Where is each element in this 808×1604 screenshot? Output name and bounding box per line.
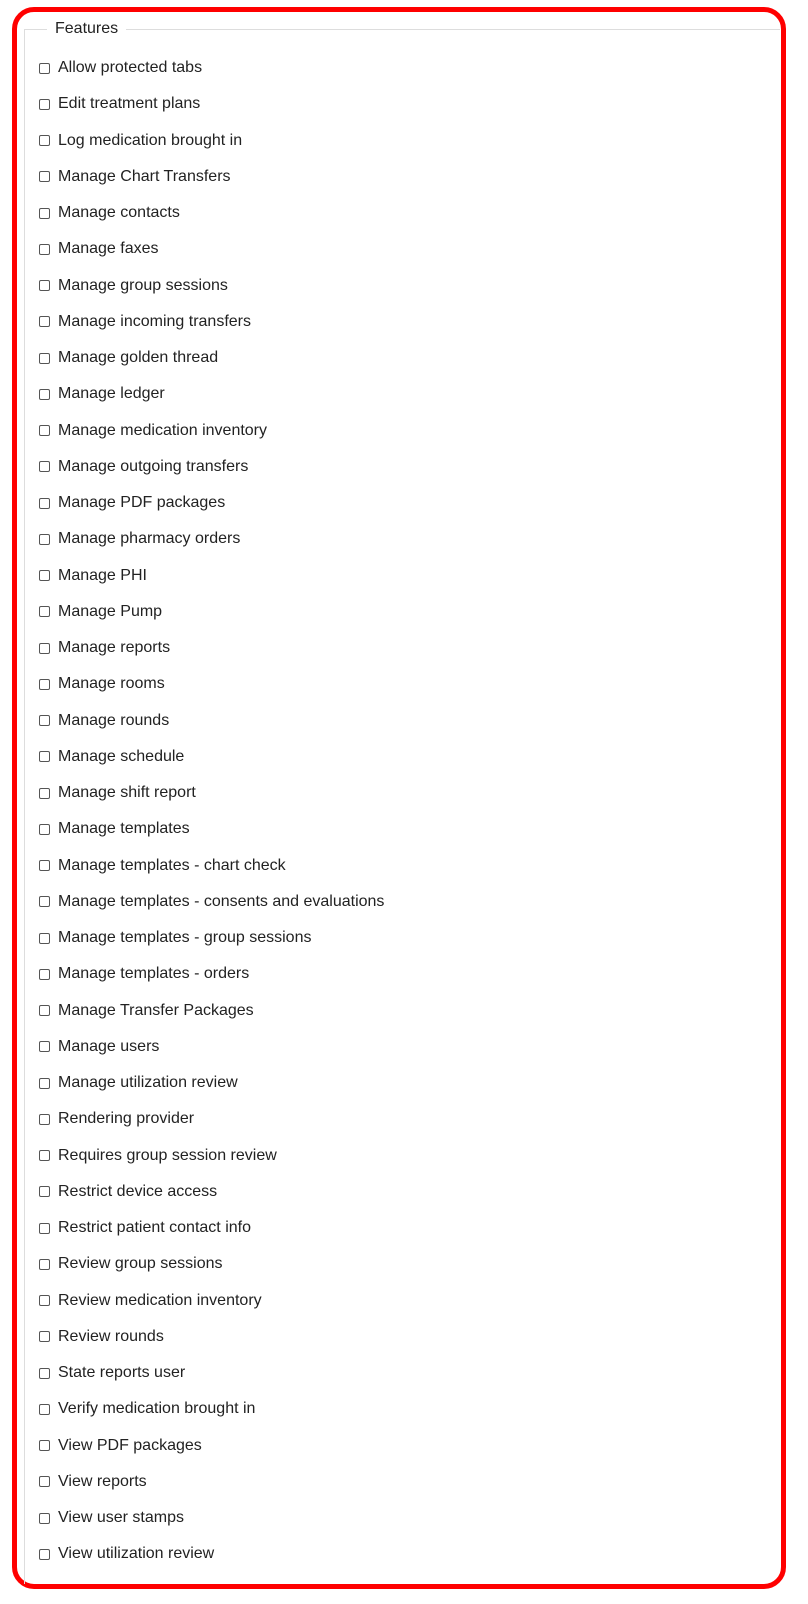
- feature-checkbox[interactable]: [39, 498, 50, 509]
- feature-checkbox[interactable]: [39, 1259, 50, 1270]
- feature-option[interactable]: [39, 1210, 384, 1246]
- feature-label[interactable]: Edit treatment plans: [58, 95, 201, 113]
- feature-option[interactable]: [39, 485, 384, 521]
- feature-label[interactable]: View utilization review: [58, 1545, 215, 1563]
- feature-label[interactable]: View PDF packages: [58, 1436, 202, 1454]
- feature-option[interactable]: [39, 1464, 384, 1500]
- feature-option[interactable]: [39, 1500, 384, 1536]
- feature-checkbox[interactable]: [39, 244, 50, 255]
- feature-option[interactable]: [39, 1246, 384, 1282]
- feature-checkbox[interactable]: [39, 1150, 50, 1161]
- feature-label[interactable]: Rendering provider: [58, 1110, 195, 1128]
- feature-option[interactable]: [39, 775, 384, 811]
- feature-option[interactable]: [39, 340, 384, 376]
- feature-checkbox[interactable]: [39, 715, 50, 726]
- feature-checkbox[interactable]: [39, 1368, 50, 1379]
- feature-label[interactable]: Manage reports: [58, 639, 171, 657]
- feature-checkbox[interactable]: [39, 1549, 50, 1560]
- feature-checkbox[interactable]: [39, 135, 50, 146]
- feature-label[interactable]: Manage medication inventory: [58, 421, 268, 439]
- feature-option[interactable]: [39, 159, 384, 195]
- feature-label[interactable]: Log medication brought in: [58, 131, 243, 149]
- feature-label[interactable]: Allow protected tabs: [58, 59, 203, 77]
- feature-label[interactable]: Manage Chart Transfers: [58, 167, 231, 185]
- feature-label[interactable]: State reports user: [58, 1364, 186, 1382]
- feature-checkbox[interactable]: [39, 1186, 50, 1197]
- feature-option[interactable]: [39, 1391, 384, 1427]
- feature-checkbox[interactable]: [39, 1476, 50, 1487]
- feature-checkbox[interactable]: [39, 1041, 50, 1052]
- feature-checkbox[interactable]: [39, 788, 50, 799]
- feature-checkbox[interactable]: [39, 1513, 50, 1524]
- feature-label[interactable]: Manage users: [58, 1037, 160, 1055]
- feature-label[interactable]: View user stamps: [58, 1509, 184, 1527]
- feature-option[interactable]: [39, 376, 384, 412]
- feature-label[interactable]: Manage pharmacy orders: [58, 530, 241, 548]
- feature-checkbox[interactable]: [39, 1440, 50, 1451]
- feature-option[interactable]: [39, 848, 384, 884]
- feature-option[interactable]: [39, 666, 384, 702]
- feature-label[interactable]: Verify medication brought in: [58, 1400, 256, 1418]
- feature-checkbox[interactable]: [39, 679, 50, 690]
- feature-label[interactable]: Review rounds: [58, 1327, 164, 1345]
- feature-checkbox[interactable]: [39, 751, 50, 762]
- feature-option[interactable]: [39, 739, 384, 775]
- feature-label[interactable]: Manage contacts: [58, 204, 180, 222]
- feature-option[interactable]: [39, 594, 384, 630]
- feature-label[interactable]: Manage ledger: [58, 385, 165, 403]
- feature-label[interactable]: Manage Transfer Packages: [58, 1001, 254, 1019]
- feature-checkbox[interactable]: [39, 824, 50, 835]
- feature-option[interactable]: [39, 884, 384, 920]
- feature-option[interactable]: [39, 195, 384, 231]
- feature-option[interactable]: [39, 1283, 384, 1319]
- feature-option[interactable]: [39, 268, 384, 304]
- feature-option[interactable]: [39, 811, 384, 847]
- features-fieldset: [24, 20, 780, 1584]
- feature-checkbox[interactable]: [39, 1404, 50, 1415]
- feature-checkbox[interactable]: [39, 280, 50, 291]
- feature-checkbox[interactable]: [39, 1295, 50, 1306]
- feature-checkbox[interactable]: [39, 969, 50, 980]
- feature-option[interactable]: [39, 1355, 384, 1391]
- feature-checkbox[interactable]: [39, 425, 50, 436]
- feature-label[interactable]: Manage incoming transfers: [58, 312, 251, 330]
- feature-checkbox[interactable]: [39, 643, 50, 654]
- feature-checkbox[interactable]: [39, 570, 50, 581]
- feature-label[interactable]: Manage golden thread: [58, 349, 219, 367]
- feature-checkbox[interactable]: [39, 208, 50, 219]
- feature-checkbox[interactable]: [39, 99, 50, 110]
- feature-label[interactable]: Manage utilization review: [58, 1074, 238, 1092]
- feature-option[interactable]: [39, 1174, 384, 1210]
- feature-option[interactable]: [39, 1536, 384, 1572]
- feature-checkbox[interactable]: [39, 171, 50, 182]
- feature-label[interactable]: Manage group sessions: [58, 276, 228, 294]
- feature-checkbox[interactable]: [39, 606, 50, 617]
- feature-option[interactable]: [39, 304, 384, 340]
- feature-label[interactable]: Manage templates - group sessions: [58, 929, 312, 947]
- feature-option[interactable]: [39, 1319, 384, 1355]
- feature-option[interactable]: [39, 630, 384, 666]
- feature-label[interactable]: Manage templates - consents and evaluations: [58, 892, 385, 910]
- feature-label[interactable]: Manage PHI: [58, 566, 147, 584]
- feature-label[interactable]: Restrict patient contact info: [58, 1219, 251, 1237]
- feature-label[interactable]: View reports: [58, 1472, 147, 1490]
- feature-label[interactable]: Manage PDF packages: [58, 494, 226, 512]
- feature-label[interactable]: Manage faxes: [58, 240, 159, 258]
- feature-option[interactable]: [39, 449, 384, 485]
- feature-checkbox[interactable]: [39, 316, 50, 327]
- feature-checkbox[interactable]: [39, 1078, 50, 1089]
- feature-label[interactable]: Manage Pump: [58, 602, 163, 620]
- feature-label[interactable]: Manage templates: [58, 820, 190, 838]
- feature-checkbox[interactable]: [39, 1005, 50, 1016]
- feature-checkbox[interactable]: [39, 389, 50, 400]
- feature-checkbox[interactable]: [39, 534, 50, 545]
- feature-label[interactable]: Manage shift report: [58, 784, 196, 802]
- feature-checkbox[interactable]: [39, 1331, 50, 1342]
- feature-label[interactable]: Manage templates - chart check: [58, 856, 286, 874]
- feature-checkbox[interactable]: [39, 1114, 50, 1125]
- feature-option[interactable]: [39, 1029, 384, 1065]
- feature-label[interactable]: Review group sessions: [58, 1255, 223, 1273]
- feature-label[interactable]: Manage rounds: [58, 711, 170, 729]
- feature-label[interactable]: Manage schedule: [58, 747, 185, 765]
- feature-option[interactable]: [39, 231, 384, 267]
- feature-option[interactable]: [39, 1065, 384, 1101]
- feature-label[interactable]: Requires group session review: [58, 1146, 277, 1164]
- feature-checkbox[interactable]: [39, 933, 50, 944]
- feature-checkbox[interactable]: [39, 896, 50, 907]
- feature-option[interactable]: [39, 123, 384, 159]
- feature-option[interactable]: [39, 521, 384, 557]
- feature-checkbox[interactable]: [39, 353, 50, 364]
- feature-list: [39, 50, 384, 1573]
- feature-label[interactable]: Review medication inventory: [58, 1291, 262, 1309]
- features-legend: Features: [47, 19, 126, 39]
- feature-option[interactable]: [39, 50, 384, 86]
- feature-option[interactable]: [39, 558, 384, 594]
- feature-checkbox[interactable]: [39, 461, 50, 472]
- feature-option[interactable]: [39, 1101, 384, 1137]
- feature-option[interactable]: [39, 1138, 384, 1174]
- feature-checkbox[interactable]: [39, 860, 50, 871]
- feature-option[interactable]: [39, 413, 384, 449]
- feature-label[interactable]: Manage templates - orders: [58, 965, 250, 983]
- feature-checkbox[interactable]: [39, 63, 50, 74]
- feature-option[interactable]: [39, 86, 384, 122]
- feature-option[interactable]: [39, 956, 384, 992]
- feature-checkbox[interactable]: [39, 1223, 50, 1234]
- feature-label[interactable]: Restrict device access: [58, 1182, 218, 1200]
- feature-option[interactable]: [39, 703, 384, 739]
- feature-label[interactable]: Manage outgoing transfers: [58, 457, 249, 475]
- feature-option[interactable]: [39, 1428, 384, 1464]
- feature-label[interactable]: Manage rooms: [58, 675, 165, 693]
- feature-option[interactable]: [39, 993, 384, 1029]
- feature-option[interactable]: [39, 920, 384, 956]
